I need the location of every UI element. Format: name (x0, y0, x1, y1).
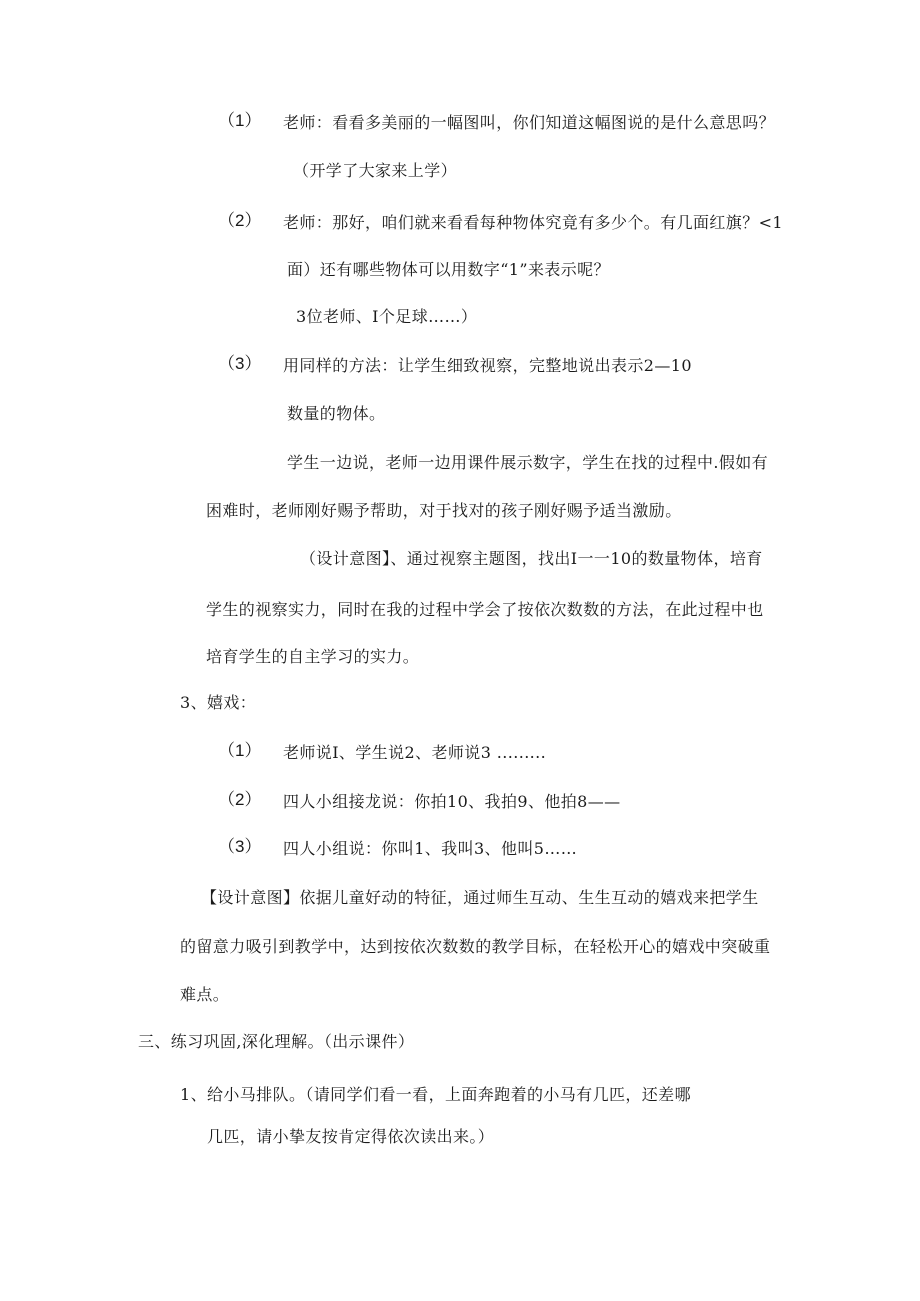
game-item-1-text: 老师说I、学生说2、老师说3 ......... (283, 743, 547, 762)
game-item-3-number: （3） (218, 837, 262, 856)
item-2-line-3: 3位老师、I个足球……） (296, 307, 478, 326)
item-2-line-2: 面）还有哪些物体可以用数字“1”来表示呢？ (287, 260, 610, 279)
item-1-line-1: 老师：看看多美丽的一幅图叫，你们知道这幅图说的是什么意思吗？ (283, 113, 776, 132)
item-2-number: （2） (218, 211, 262, 230)
item-3-line-1: 用同样的方法：让学生细致视察，完整地说出表示2—10 (283, 356, 692, 375)
paragraph-1-line-2: 困难时，老师刚好赐予帮助，对于找对的孩子刚好赐予适当激励。 (206, 501, 682, 520)
game-item-3-text: 四人小组说：你叫1、我叫3、他叫5…… (283, 839, 578, 858)
exercise-1-line-2: 几匹，请小挚友按肯定得依次读出来。） (207, 1127, 495, 1146)
item-2-line-1: 老师：那好，咱们就来看看每种物体究竟有多少个。有几面红旗？<1 (283, 213, 783, 232)
design-intent-2-line-2: 的留意力吸引到教学中，达到按依次数数的教学目标，在轻松开心的嬉戏中突破重 (180, 937, 771, 956)
item-3-line-2: 数量的物体。 (287, 404, 386, 423)
game-item-2-number: （2） (218, 790, 262, 809)
paragraph-1-line-1: 学生一边说，老师一边用课件展示数字，学生在找的过程中.假如有 (287, 453, 769, 472)
game-item-2-text: 四人小组接龙说：你拍10、我拍9、他拍8—— (283, 792, 621, 811)
section-three-heading: 三、练习巩固,深化理解。（出示课件） (138, 1032, 415, 1051)
item-1-line-2: （开学了大家来上学） (293, 161, 458, 180)
design-intent-2-line-1: 【设计意图】依据儿童好动的特征，通过师生互动、生生互动的嬉戏来把学生 (201, 888, 759, 907)
design-intent-1-line-3: 培育学生的自主学习的实力。 (206, 647, 420, 666)
game-item-1-number: （1） (218, 741, 262, 760)
design-intent-1-line-1: （设计意图】、通过视察主题图，找出I一一10的数量物体，培育 (300, 549, 763, 568)
design-intent-1-line-2: 学生的视察实力，同时在我的过程中学会了按依次数数的方法，在此过程中也 (206, 600, 764, 619)
section-3-heading: 3、嬉戏： (180, 693, 257, 712)
exercise-1-line-1: 1、给小马排队。（请同学们看一看，上面奔跑着的小马有几匹，还差哪 (180, 1085, 691, 1104)
item-3-number: （3） (218, 354, 262, 373)
item-1-number: （1） (218, 111, 262, 130)
design-intent-2-line-3: 难点。 (180, 985, 230, 1004)
